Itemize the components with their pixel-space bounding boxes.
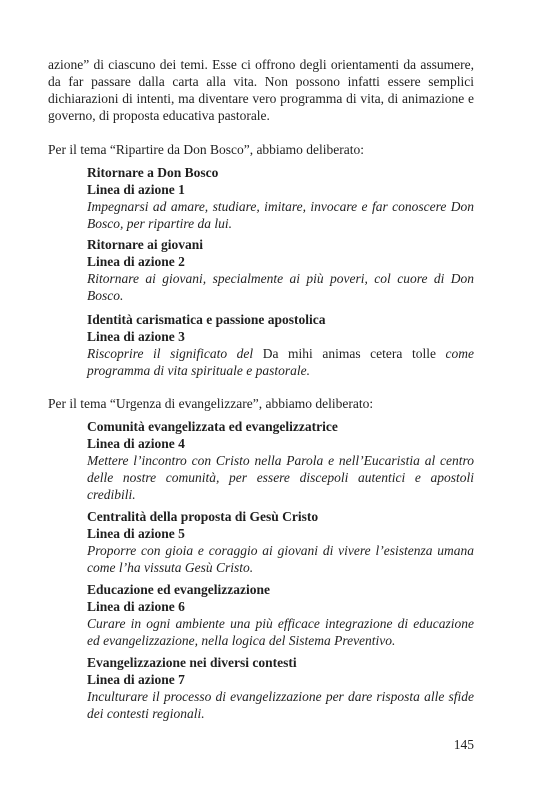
action-4-title: Comunità evangelizzata ed evangelizzatrice	[87, 419, 338, 434]
action-5-title: Centralità della proposta di Gesù Cristo	[87, 509, 319, 524]
action-7-description: Inculturare il processo di evangelizzazione per dare risposta alle sfide dei contesti regionali.	[87, 689, 474, 721]
action-2-line: Linea di azione 2	[87, 254, 185, 269]
section-2-lead: Per il tema “Urgenza di evangelizzare”, abbiamo deliberato:	[48, 396, 374, 411]
action-6-line: Linea di azione 6	[87, 599, 185, 614]
action-5-line: Linea di azione 5	[87, 526, 185, 541]
action-1-line: Linea di azione 1	[87, 182, 185, 197]
action-1-title: Ritornare a Don Bosco	[87, 165, 219, 180]
page-number: 145	[453, 737, 474, 752]
action-3-line: Linea di azione 3	[87, 329, 185, 344]
intro-paragraph: azione” di ciascuno dei temi. Esse ci offrono degli orientamenti da assumere, da far passare dalla carta alla vita. Non possono infatti essere semplici dichiarazioni di intenti, ma diventare vero programma di vita, di animazione e governo, di proposta educativa pastorale.	[48, 57, 474, 123]
action-5-description: Proporre con gioia e coraggio ai giovani di vivere l’esistenza umana come l’ha vissuta Gesù Cristo.	[87, 543, 474, 575]
action-1-description: Impegnarsi ad amare, studiare, imitare, invocare e far conoscere Don Bosco, per ripartire da lui.	[87, 199, 474, 231]
action-4-line: Linea di azione 4	[87, 436, 185, 451]
action-3-block	[87, 311, 474, 379]
action-6-block	[87, 581, 474, 649]
action-7-line: Linea di azione 7	[87, 672, 185, 687]
action-3-desc-motto: Da mihi animas cetera tolle	[262, 346, 436, 361]
action-3-desc-post: come programma di vita spirituale e pastorale.	[87, 346, 474, 378]
section-1-lead: Per il tema “Ripartire da Don Bosco”, abbiamo deliberato:	[48, 142, 365, 157]
action-7-title: Evangelizzazione nei diversi contesti	[87, 655, 297, 670]
action-3-description	[87, 345, 474, 379]
action-3-desc-pre: Riscoprire il significato del	[87, 346, 263, 361]
action-2-title: Ritornare ai giovani	[87, 237, 203, 252]
action-2-description: Ritornare ai giovani, specialmente ai più poveri, col cuore di Don Bosco.	[87, 271, 474, 303]
action-1-block	[87, 164, 474, 232]
action-5-block	[87, 508, 474, 576]
action-3-title: Identità carismatica e passione apostolica	[87, 312, 326, 327]
action-2-block	[87, 236, 474, 304]
action-6-description: Curare in ogni ambiente una più efficace integrazione di educazione ed evangelizzazione, nella logica del Sistema Preventivo.	[87, 616, 474, 648]
action-4-block	[87, 418, 474, 503]
action-4-description: Mettere l’incontro con Cristo nella Parola e nell’Eucaristia al centro delle nostre comunità, per essere discepoli autentici e apostoli credibili.	[87, 453, 474, 502]
action-7-block	[87, 654, 474, 722]
action-6-title: Educazione ed evangelizzazione	[87, 582, 270, 597]
